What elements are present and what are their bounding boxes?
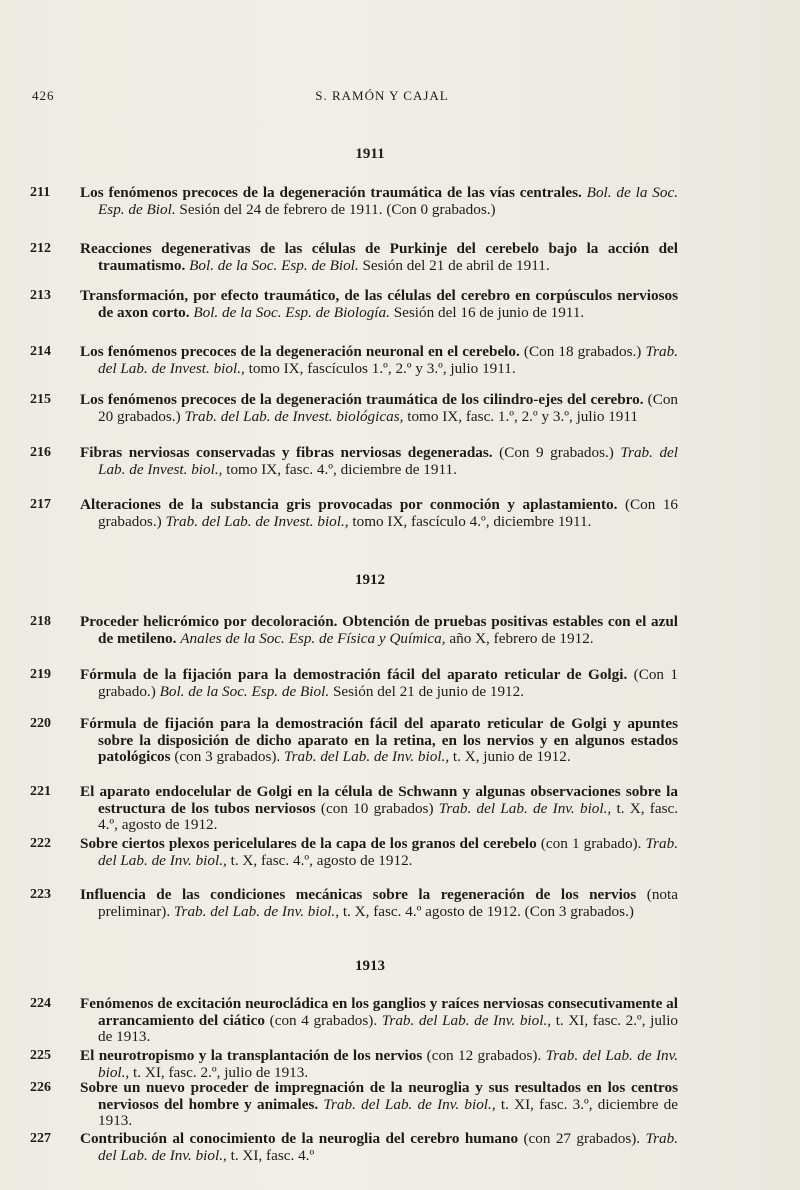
entry-title: Fibras nerviosas conservadas y fibras nerviosas degeneradas. [80,444,493,461]
entry-details: t. X, junio de 1912. [452,748,571,765]
entry-figures: (con 3 grabados). [174,748,281,765]
entry-figures: (Con 20 grabados.) [98,391,679,425]
entry-number: 217 [30,497,51,512]
bibliography-entry-225 [30,1048,678,1081]
bibliography-entry-216 [30,445,678,478]
entry-figures: (Con 9 grabados.) [499,444,614,461]
entry-number: 226 [30,1080,51,1095]
entry-title: Los fenómenos precoces de la degeneración neuronal en el cerebelo. [80,343,520,360]
entry-details: Sesión del 21 de abril de 1911. [362,256,550,274]
entry-details: Sesión del 16 de junio de 1911. [393,303,585,321]
entry-number: 214 [30,344,51,359]
bibliography-entry-219 [30,667,678,700]
entry-figures: (con 4 grabados). [269,1011,378,1029]
entry-title: El neurotropismo y la transplantación de los nervios [80,1047,423,1064]
entry-title: Sobre ciertos plexos pericelulares de la capa de los granos del cerebelo [80,835,537,852]
entry-number: 221 [30,784,51,799]
entry-title: Contribución al conocimiento de la neuroglia del cerebro humano [80,1130,519,1147]
entry-figures: (nota preliminar). [98,886,678,920]
entry-journal: Trab. del Lab. de Invest. biol., [98,343,678,377]
entry-details: tomo IX, fascículo 4.º, diciembre 1911. [352,512,592,530]
entry-number: 219 [30,667,51,682]
entry-journal: Bol. de la Soc. Esp. de Biol. [98,184,679,218]
entry-details: Sesión del 24 de febrero de 1911. (Con 0 grabados.) [179,200,496,218]
entry-journal: Bol. de la Soc. Esp. de Biología. [193,303,390,321]
bibliography-entry-224 [30,996,678,1046]
bibliography-entry-218 [30,614,678,647]
entry-title: Reacciones degenerativas de las células de Purkinje del cerebelo bajo la acción del traumatismo. [80,240,678,274]
entry-number: 227 [30,1131,51,1146]
entry-details: tomo IX, fasc. 1.º, 2.º y 3.º, julio 1911 [407,407,639,425]
entry-journal: Trab. del Lab. de Invest. biol., [165,512,349,530]
entry-figures: (con 12 grabados). [426,1047,542,1064]
entry-title: Transformación, por efecto traumático, de las células del cerebro en corpúsculos nerviosos de axon corto. [80,287,678,321]
entry-number: 225 [30,1048,51,1063]
entry-title: Fórmula de fijación para la demostración fácil del aparato reticular de Golgi y apuntes sobre la disposición de dicho aparato en la retina, en los nervios y en algunos estados patológicos [80,715,678,765]
entry-number: 211 [30,185,51,200]
bibliography-entry-221 [30,784,678,834]
entry-journal: Trab. del Lab. de Inv. biol., [438,799,612,817]
entry-journal: Trab. del Lab. de Inv. biol., [98,835,679,869]
entry-journal: Trab. del Lab. de Inv. biol., [381,1011,552,1029]
entry-title: Los fenómenos precoces de la degeneración traumática de las vías centrales. [80,184,582,201]
entry-figures: (con 27 grabados). [523,1130,641,1147]
bibliography-entry-222 [30,836,678,869]
entry-number: 223 [30,887,51,902]
entry-details: t. XI, fasc. 2.º, julio de 1913. [133,1063,309,1081]
bibliography-entry-227 [30,1131,678,1164]
entry-number: 213 [30,288,51,303]
entry-title: Fórmula de la fijación para la demostración fácil del aparato reticular de Golgi. [80,666,628,683]
bibliography-entry-217 [30,497,678,530]
entry-journal: Trab. del Lab. de Invest. biol., [98,444,679,478]
entry-journal: Trab. del Lab. de Inv. biol., [173,902,340,920]
entry-title: Los fenómenos precoces de la degeneración traumática de los cilindro-ejes del cerebro. [80,391,644,408]
entry-journal: Bol. de la Soc. Esp. de Biol. [159,682,330,700]
page-header [32,88,732,108]
entry-details: tomo IX, fasc. 4.º, diciembre de 1911. [226,460,457,478]
entry-title: Fenómenos de excitación neurocládica en los ganglios y raíces nerviosas consecutivamente al arrancamiento del ciático [80,995,678,1029]
bibliography-entry-223 [30,887,678,920]
entry-journal: Trab. del Lab. de Inv. biol., [284,748,450,765]
entry-details: t. X, fasc. 4.º, agosto de 1912. [230,851,413,869]
year-heading-1911: 1911 [355,146,385,162]
entry-title: Alteraciones de la substancia gris provocadas por conmoción y aplastamiento. [80,496,618,513]
entry-details: Sesión del 21 de junio de 1912. [332,682,525,700]
bibliography-entry-215 [30,392,678,425]
entry-title: Sobre un nuevo proceder de impregnación de la neuroglia y sus resultados en los centros nerviosos del hombre y animales. [80,1079,678,1113]
bibliography-entry-213 [30,288,678,321]
year-heading-1912: 1912 [355,572,385,588]
entry-journal: Trab. del Lab. de Inv. biol., [323,1095,496,1113]
entry-figures: (Con 18 grabados.) [523,343,642,360]
entry-details: t. XI, fasc. 4.º [230,1146,315,1164]
entry-figures: (Con 1 grabado.) [98,666,678,700]
entry-details: tomo IX, fascículos 1.º, 2.º y 3.º, julio 1911. [248,359,516,377]
entry-number: 218 [30,614,51,629]
bibliography-entry-214 [30,344,678,377]
entry-figures: (con 10 grabados) [320,799,434,817]
page-number: 426 [32,88,55,103]
entry-journal: Anales de la Soc. Esp. de Física y Química, [180,629,446,647]
entry-journal: Trab. del Lab. de Inv. biol., [98,1047,679,1081]
entry-journal: Trab. del Lab. de Inv. biol., [98,1130,679,1164]
bibliography-entry-220 [30,716,678,766]
entry-journal: Trab. del Lab. de Invest. biológicas, [184,407,404,425]
entry-number: 224 [30,996,51,1011]
year-heading-1913: 1913 [355,958,385,974]
entry-details: t. X, fasc. 4.º agosto de 1912. (Con 3 grabados.) [342,902,634,920]
entry-title: Proceder helicrómico por decoloración. Obtención de pruebas positivas estables con el azul de metileno. [80,613,678,647]
bibliography-entry-211 [30,185,678,218]
entry-details: t. X, fasc. 4.º, agosto de 1912. [98,799,679,833]
entry-title: El aparato endocelular de Golgi en la célula de Schwann y algunas observaciones sobre la estructura de los tubos nerviosos [80,783,678,817]
entry-number: 212 [30,241,51,256]
entry-figures: (Con 16 grabados.) [98,496,679,530]
entry-title: Influencia de las condiciones mecánicas sobre la regeneración de los nervios [80,886,637,903]
bibliography-entry-226 [30,1080,678,1130]
entry-number: 216 [30,445,51,460]
entry-details: t. XI, fasc. 2.º, julio de 1913. [98,1011,679,1045]
entry-details: año X, febrero de 1912. [449,629,594,647]
entry-number: 222 [30,836,51,851]
running-head: S. RAMÓN Y CAJAL [315,88,449,103]
entry-details: t. XI, fasc. 3.º, diciembre de 1913. [98,1095,679,1129]
entry-figures: (con 1 grabado). [540,835,642,852]
bibliography-entry-212 [30,241,678,274]
entry-number: 220 [30,716,51,731]
entry-number: 215 [30,392,51,407]
entry-journal: Bol. de la Soc. Esp. de Biol. [189,256,359,274]
